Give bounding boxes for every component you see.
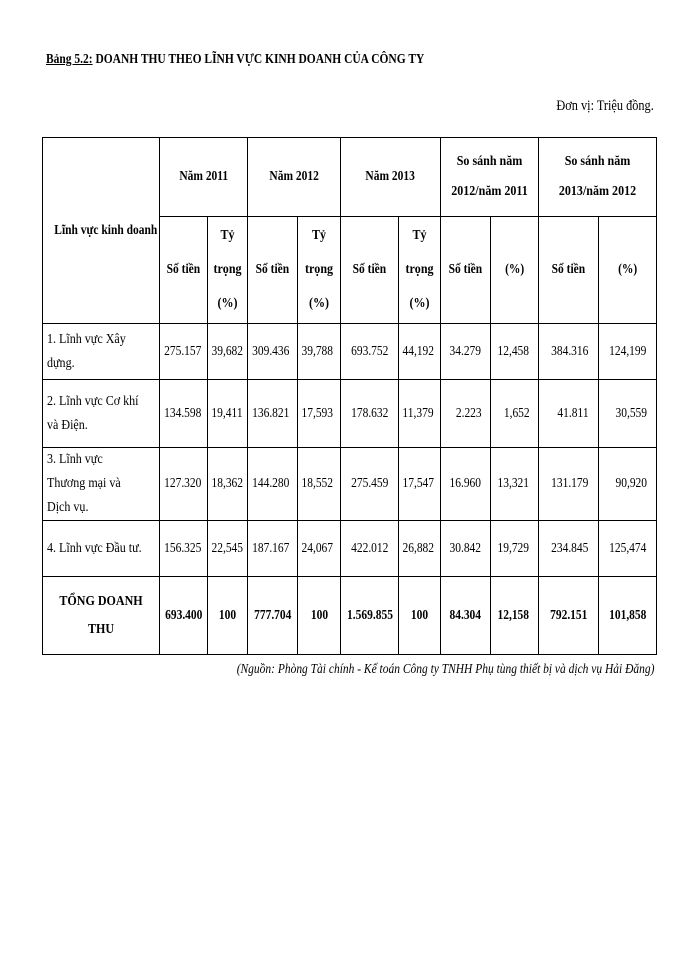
- cell: 134.598: [160, 380, 208, 448]
- cell: 275.157: [160, 324, 208, 380]
- total-label: TỔNG DOANH THU: [43, 577, 160, 655]
- sub-header-percent: (%): [491, 217, 539, 324]
- total-cell: 100: [298, 577, 341, 655]
- group-header-2012: Năm 2012: [248, 138, 341, 217]
- table-number: Bảng 5.2:: [46, 52, 93, 67]
- cell: 178.632: [341, 380, 399, 448]
- sub-header-amount: Số tiền: [441, 217, 491, 324]
- cell: 44,192: [399, 324, 441, 380]
- cell: 19,411: [208, 380, 248, 448]
- cell: 39,788: [298, 324, 341, 380]
- group-header-compare-2013-2012: So sánh năm 2013/năm 2012: [539, 138, 657, 217]
- cell: 34.279: [441, 324, 491, 380]
- group-header-2011: Năm 2011: [160, 138, 248, 217]
- cell: 18,552: [298, 448, 341, 521]
- row-field: 4. Lĩnh vực Đầu tư.: [43, 521, 160, 577]
- cell: 309.436: [248, 324, 298, 380]
- cell: 693.752: [341, 324, 399, 380]
- sub-header-amount: Số tiền: [160, 217, 208, 324]
- sub-header-share: Tỷ trọng (%): [208, 217, 248, 324]
- cell: 17,593: [298, 380, 341, 448]
- revenue-table: [42, 137, 657, 655]
- sub-header-share: Tỷ trọng (%): [399, 217, 441, 324]
- total-cell: 12,158: [491, 577, 539, 655]
- cell: 125,474: [599, 521, 657, 577]
- cell: 124,199: [599, 324, 657, 380]
- total-cell: 100: [208, 577, 248, 655]
- cell: 1,652: [491, 380, 539, 448]
- total-cell: 84.304: [441, 577, 491, 655]
- table-row: [43, 324, 657, 380]
- table-caption: [46, 52, 424, 68]
- table-title: DOANH THU THEO LĨNH VỰC KINH DOANH CỦA CÔNG TY: [92, 52, 425, 67]
- cell: 16.960: [441, 448, 491, 521]
- cell: 156.325: [160, 521, 208, 577]
- total-cell: 101,858: [599, 577, 657, 655]
- sub-header-amount: Số tiền: [248, 217, 298, 324]
- cell: 187.167: [248, 521, 298, 577]
- cell: 30,559: [599, 380, 657, 448]
- total-row: [43, 577, 657, 655]
- row-field: 2. Lĩnh vực Cơ khí và Điện.: [43, 380, 160, 448]
- cell: 127.320: [160, 448, 208, 521]
- table-row: [43, 521, 657, 577]
- cell: 275.459: [341, 448, 399, 521]
- total-cell: 1.569.855: [341, 577, 399, 655]
- table-row: [43, 380, 657, 448]
- cell: 19,729: [491, 521, 539, 577]
- cell: 144.280: [248, 448, 298, 521]
- cell: 422.012: [341, 521, 399, 577]
- total-cell: 777.704: [248, 577, 298, 655]
- cell: 136.821: [248, 380, 298, 448]
- cell: 13,321: [491, 448, 539, 521]
- table-row: [43, 448, 657, 521]
- sub-header-share: Tỷ trọng (%): [298, 217, 341, 324]
- cell: 41.811: [539, 380, 599, 448]
- cell: 17,547: [399, 448, 441, 521]
- total-cell: 792.151: [539, 577, 599, 655]
- cell: 12,458: [491, 324, 539, 380]
- cell: 2.223: [441, 380, 491, 448]
- cell: 24,067: [298, 521, 341, 577]
- cell: 26,882: [399, 521, 441, 577]
- total-cell: 100: [399, 577, 441, 655]
- group-header-compare-2012-2011: So sánh năm 2012/năm 2011: [441, 138, 539, 217]
- cell: 18,362: [208, 448, 248, 521]
- sub-header-percent: (%): [599, 217, 657, 324]
- field-header: Lĩnh vực kinh doanh: [43, 138, 160, 324]
- cell: 22,545: [208, 521, 248, 577]
- cell: 131.179: [539, 448, 599, 521]
- source-note: (Nguồn: Phòng Tài chính - Kế toán Công ty TNHH Phụ tùng thiết bị và dịch vụ Hải Đăng): [236, 662, 654, 677]
- total-cell: 693.400: [160, 577, 208, 655]
- group-header-2013: Năm 2013: [341, 138, 441, 217]
- cell: 30.842: [441, 521, 491, 577]
- cell: 90,920: [599, 448, 657, 521]
- cell: 39,682: [208, 324, 248, 380]
- sub-header-amount: Số tiền: [341, 217, 399, 324]
- unit-note: Đơn vị: Triệu đồng.: [556, 98, 654, 114]
- cell: 234.845: [539, 521, 599, 577]
- sub-header-amount: Số tiền: [539, 217, 599, 324]
- row-field: 3. Lĩnh vực Thương mại và Dịch vụ.: [43, 448, 160, 521]
- row-field: 1. Lĩnh vực Xây dựng.: [43, 324, 160, 380]
- cell: 384.316: [539, 324, 599, 380]
- cell: 11,379: [399, 380, 441, 448]
